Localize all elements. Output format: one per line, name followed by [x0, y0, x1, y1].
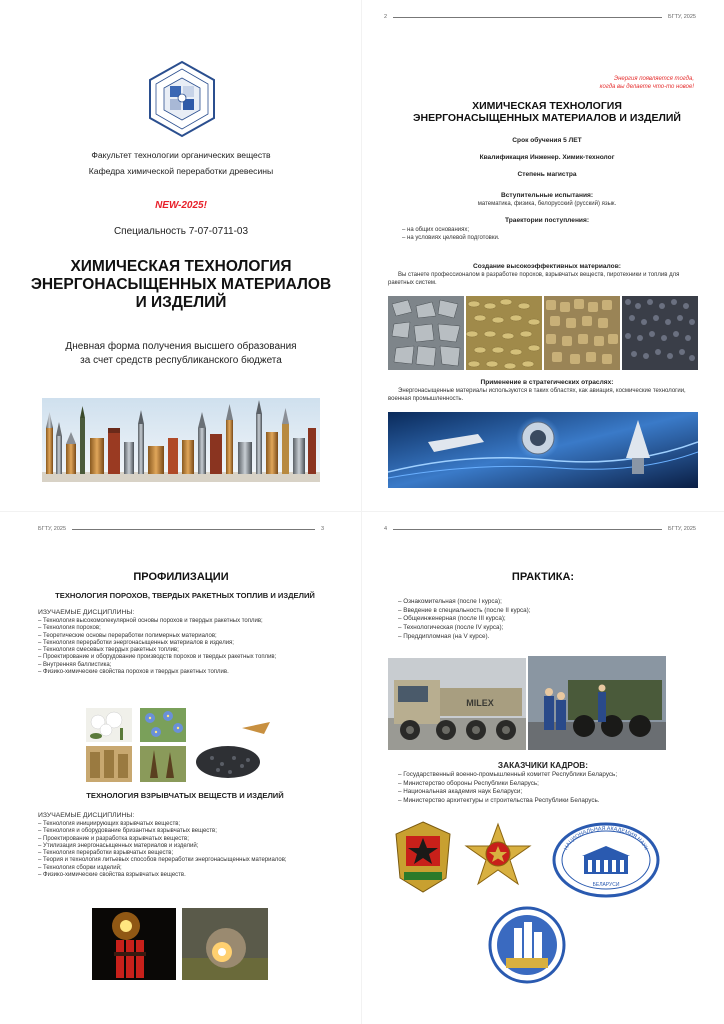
running-header — [38, 524, 324, 534]
military-truck-photo — [388, 658, 526, 750]
list-item: – Технологическая (после IV курса); — [398, 624, 504, 632]
practice-list — [398, 598, 688, 642]
new-badge: NEW-2025! — [155, 200, 207, 211]
section-2-list — [38, 821, 334, 879]
creation-text: Вы станете профессионалом в разработке порохов, взрывчатых веществ, пиротехники и топлив для ракетных систем. — [388, 272, 680, 286]
list-item: – Введение в специальность (после II курса); — [398, 606, 531, 614]
study-form — [20, 340, 342, 367]
aerospace-photo — [388, 412, 698, 488]
pine-photo — [140, 746, 186, 782]
cover-title-line-2: ЭНЕРГОНАСЫЩЕННЫХ МАТЕРИАЛОВ — [30, 276, 332, 293]
page-1-cover — [0, 0, 362, 512]
academy-of-sciences-emblem-icon — [552, 822, 660, 898]
program-title-line-1: ХИМИЧЕСКАЯ ТЕХНОЛОГИЯ — [472, 100, 622, 112]
list-item: – Министерство обороны Республики Беларусь; — [398, 779, 539, 787]
list-item: – Утилизация энергонасыщенных материалов и изделий; — [38, 842, 199, 849]
list-item: – Технология порохов; — [38, 625, 101, 632]
application-title: Применение в стратегических отраслях: — [480, 379, 614, 386]
list-item: – Министерство архитектуры и строительства Республики Беларусь. — [398, 797, 600, 805]
academy-emblem-subtext: БЕЛАРУСИ — [592, 882, 620, 888]
header-rule — [393, 529, 662, 530]
list-item: – Технология высокомолекулярной основы порохов и твердых ракетных топлив; — [38, 618, 263, 624]
section-2-title: ТЕХНОЛОГИЯ ВЗРЫВЧАТЫХ ВЕЩЕСТВ И ИЗДЕЛИЙ — [86, 791, 284, 800]
cotton-photo — [86, 708, 132, 742]
creation-title: Создание высокоэффективных материалов: — [473, 263, 621, 270]
list-item: – Проектирование и разработка взрывчатых веществ; — [38, 835, 189, 842]
list-item: – Преддипломная (на V курсе). — [398, 632, 490, 640]
degree: Степень магистра — [517, 171, 577, 178]
profiles-title: ПРОФИЛИЗАЦИИ — [133, 571, 229, 583]
academy-emblem-text: НАЦИОНАЛЬНАЯ АКАДЕМИЯ НАУК — [563, 825, 649, 852]
section-1-title: ТЕХНОЛОГИЯ ПОРОХОВ, ТВЕРДЫХ РАКЕТНЫХ ТОПЛИВ И ИЗДЕЛИЙ — [55, 591, 315, 600]
list-item: – Внутренняя баллистика; — [38, 661, 112, 668]
entrance-title: Вступительные испытания: — [500, 192, 594, 199]
running-header — [384, 12, 696, 22]
truck-logo-text: MILEX — [466, 698, 494, 708]
list-item: – Технология и оборудование бризантных взрывчатых веществ; — [38, 828, 217, 835]
practice-title: ПРАКТИКА: — [511, 571, 575, 583]
slogan — [514, 76, 694, 91]
list-item: – Теоретические основы переработки полимерных материалов; — [38, 632, 217, 639]
header-org: БГТУ, 2025 — [667, 14, 696, 20]
admission-list — [402, 226, 692, 242]
vehicle-workshop-photo — [528, 656, 666, 750]
list-item: – Государственный военно-промышленный комитет Республики Беларусь; — [398, 771, 618, 778]
list-item: – Физико-химические свойства взрывчатых веществ. — [38, 872, 186, 879]
list-item: – Проектирование и оборудование производств порохов и твердых ракетных топлив; — [38, 654, 277, 661]
cover-title — [20, 258, 342, 312]
defense-ministry-emblem-icon — [462, 822, 534, 896]
material-photo-3 — [544, 296, 620, 370]
slogan-line-1: Энергия появляется тогда, — [613, 76, 694, 82]
page-number: 2 — [384, 14, 388, 20]
department-name: Кафедра химической переработки древесины — [88, 166, 274, 176]
list-item: – на общих основаниях; — [402, 227, 470, 233]
architecture-ministry-emblem-icon — [488, 906, 566, 984]
slogan-line-2: когда вы делаете что-то новое! — [599, 83, 694, 90]
header-org: БГТУ, 2025 — [38, 526, 67, 532]
explosion-photo — [182, 908, 268, 980]
material-photo-4 — [622, 296, 698, 370]
section-1-list — [38, 618, 334, 676]
qualification: Квалификация Инженер. Химик-технолог — [479, 154, 615, 161]
list-item: – Физико-химические свойства порохов и твердых ракетных топлив. — [38, 669, 229, 676]
running-header — [384, 524, 696, 534]
list-item: – Национальная академия наук Беларуси; — [398, 788, 523, 796]
list-item: – на условиях целевой подготовки. — [402, 235, 500, 241]
powder-granules-photo — [192, 718, 274, 782]
list-item: – Технология инициирующих взрывчатых веществ; — [38, 821, 181, 827]
list-item: – Теория и технология литьевых способов переработки энергонасыщенных материалов; — [38, 857, 287, 864]
study-duration: Срок обучения 5 ЛЕТ — [512, 137, 582, 144]
faculty-name: Факультет технологии органических веществ — [91, 150, 271, 160]
program-title-line-2: ЭНЕРГОНАСЫЩЕННЫХ МАТЕРИАЛОВ И ИЗДЕЛИЙ — [413, 112, 681, 124]
study-form-line-1: Дневная форма получения высшего образования — [65, 341, 297, 352]
disciplines-label-2: ИЗУЧАЕМЫЕ ДИСЦИПЛИНЫ: — [38, 812, 135, 819]
disciplines-label-1: ИЗУЧАЕМЫЕ ДИСЦИПЛИНЫ: — [38, 609, 135, 616]
list-item: – Технология смесевых твердых ракетных топлив; — [38, 647, 179, 654]
cover-title-line-1: ХИМИЧЕСКАЯ ТЕХНОЛОГИЯ — [70, 258, 292, 275]
admission-title: Траектории поступления: — [504, 217, 590, 224]
customers-title: ЗАКАЗЧИКИ КАДРОВ: — [497, 760, 589, 770]
customers-list — [398, 771, 688, 806]
specialty-code: Специальность 7-07-0711-03 — [113, 226, 249, 237]
study-form-line-2: за счет средств республиканского бюджета — [80, 354, 282, 366]
ammunition-photo — [42, 398, 320, 482]
page-number: 4 — [384, 526, 388, 532]
dynamite-photo — [92, 908, 176, 980]
list-item: – Технология переработки энергонасыщенных материалов в изделия; — [38, 639, 234, 646]
list-item: – Технология переработки взрывчатых веществ; — [38, 850, 174, 857]
page-2-program — [362, 0, 724, 512]
program-title — [382, 100, 712, 124]
list-item: – Общеинженерная (после III курса); — [398, 615, 506, 623]
military-committee-emblem-icon — [388, 820, 458, 894]
list-item: – Технология сборки изделий; — [38, 864, 122, 871]
wood-photo — [86, 746, 132, 782]
list-item: – Ознакомительная (после I курса); — [398, 598, 502, 605]
flax-photo — [140, 708, 186, 742]
application-text: Энергонасыщенные материалы используются в таких областях, как авиация, космические технологии, военная промышленность. — [388, 388, 686, 402]
header-rule — [72, 529, 315, 530]
page-number: 3 — [320, 526, 324, 532]
cover-title-line-3: И ИЗДЕЛИЙ — [135, 294, 227, 311]
entrance-text: математика, физика, белорусский (русский) язык. — [477, 201, 617, 207]
header-org: БГТУ, 2025 — [667, 526, 696, 532]
header-rule — [393, 17, 662, 18]
material-photo-1 — [388, 296, 464, 370]
material-photo-2 — [466, 296, 542, 370]
faculty-logo-icon — [146, 60, 218, 138]
